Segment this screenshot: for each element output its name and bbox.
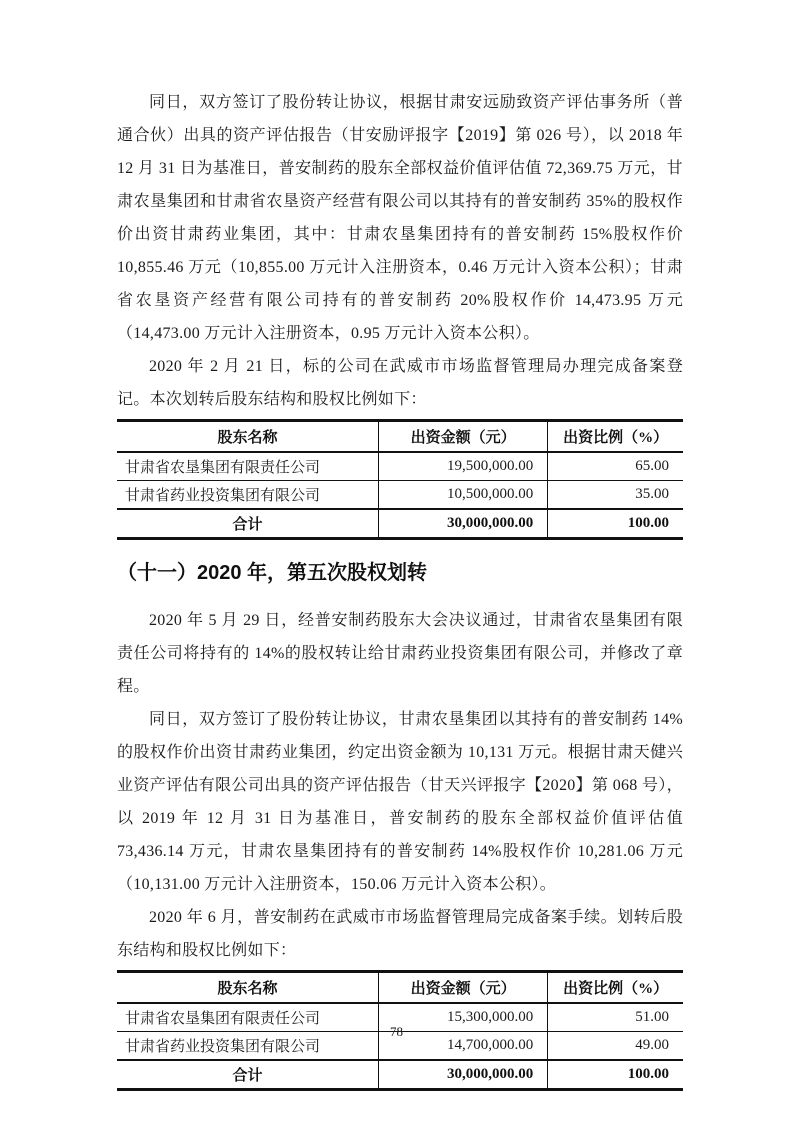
table-header-row [117,972,683,1004]
paragraph-resolution-2020-05: 2020 年 5 月 29 日，经普安制药股东大会决议通过，甘肃省农垦集团有限责任公司将持有的 14%的股权转让给甘肃药业投资集团有限公司，并修改了章程。 [117,612,683,695]
shareholder-table-after-fourth-transfer [117,419,683,540]
table-row-total [117,1060,683,1090]
capital-ratio: 65.00 [548,452,683,481]
paragraph-share-transfer-2020: 同日，双方签订了股份转让协议，甘肃农垦集团以其持有的普安制药 14%的股权作价出资甘肃药业集团，约定出资金额为 10,131 万元。根据甘肃天健兴业资产评估有限公司出具的资产评估报告（甘天兴评报字【2020】第 068 号），以 2019 年 12 月 31 日为基准日，普安制药的股东全部权益价值评估值 73,436.14 万元，甘肃农垦集团持有的普安制药 14%股权作价 10,281.06 万元（10,131.00 万元计入注册资本，150.06 万元计入资本公积）。 [117,711,683,893]
shareholder-name: 甘肃省农垦集团有限责任公司 [117,1003,378,1032]
page-number: 78 [390,1024,403,1039]
table-header-row [117,421,683,453]
table-row-shareholder-2 [117,481,683,510]
table-row-shareholder-1 [117,452,683,481]
col-header-shareholder-name: 股东名称 [117,421,378,453]
shareholder-name: 甘肃省药业投资集团有限公司 [117,481,378,510]
total-capital-amount: 30,000,000.00 [378,509,547,539]
col-header-capital-amount: 出资金额（元） [378,421,547,453]
section-heading-fifth-equity-transfer: （十一）2020 年，第五次股权划转 [117,562,428,584]
table-row-total [117,509,683,539]
shareholder-name: 甘肃省农垦集团有限责任公司 [117,452,378,481]
capital-amount: 14,700,000.00 [378,1032,547,1061]
col-header-shareholder-name: 股东名称 [117,972,378,1004]
col-header-capital-ratio: 出资比例（%） [548,421,683,453]
shareholder-name: 甘肃省药业投资集团有限公司 [117,1032,378,1061]
capital-ratio: 49.00 [548,1032,683,1061]
total-label: 合计 [117,509,378,539]
total-capital-ratio: 100.00 [548,509,683,539]
col-header-capital-amount: 出资金额（元） [378,972,547,1004]
document-content [117,86,683,1091]
total-capital-ratio: 100.00 [548,1060,683,1090]
paragraph-registration-2020-06: 2020 年 6 月，普安制药在武威市市场监督管理局完成备案手续。划转后股东结构和股权比例如下： [117,909,683,959]
capital-ratio: 35.00 [548,481,683,510]
col-header-capital-ratio: 出资比例（%） [548,972,683,1004]
paragraph-registration-2020-02: 2020 年 2 月 21 日，标的公司在武威市市场监督管理局办理完成备案登记。本次划转后股东结构和股权比例如下： [117,358,683,408]
paragraph-share-transfer-2019: 同日，双方签订了股份转让协议，根据甘肃安远励致资产评估事务所（普通合伙）出具的资产评估报告（甘安励评报字【2019】第 026 号），以 2018 年 12 月 31 日为基准日，普安制药的股东全部权益价值评估值 72,369.75 万元，甘肃农垦集团和甘肃省农垦资产经营有限公司以其持有的普安制药 35%的股权作价出资甘肃药业集团，其中：甘肃农垦集团持有的普安制药 15%股权作价 10,855.46 万元（10,855.00 万元计入注册资本，0.46 万元计入资本公积）；甘肃省农垦资产经营有限公司持有的普安制药 20%股权作价 14,473.95 万元（14,473.00 万元计入注册资本，0.95 万元计入资本公积）。 [117,94,683,342]
capital-amount: 15,300,000.00 [378,1003,547,1032]
total-label: 合计 [117,1060,378,1090]
capital-amount: 19,500,000.00 [378,452,547,481]
capital-amount: 10,500,000.00 [378,481,547,510]
capital-ratio: 51.00 [548,1003,683,1032]
total-capital-amount: 30,000,000.00 [378,1060,547,1090]
